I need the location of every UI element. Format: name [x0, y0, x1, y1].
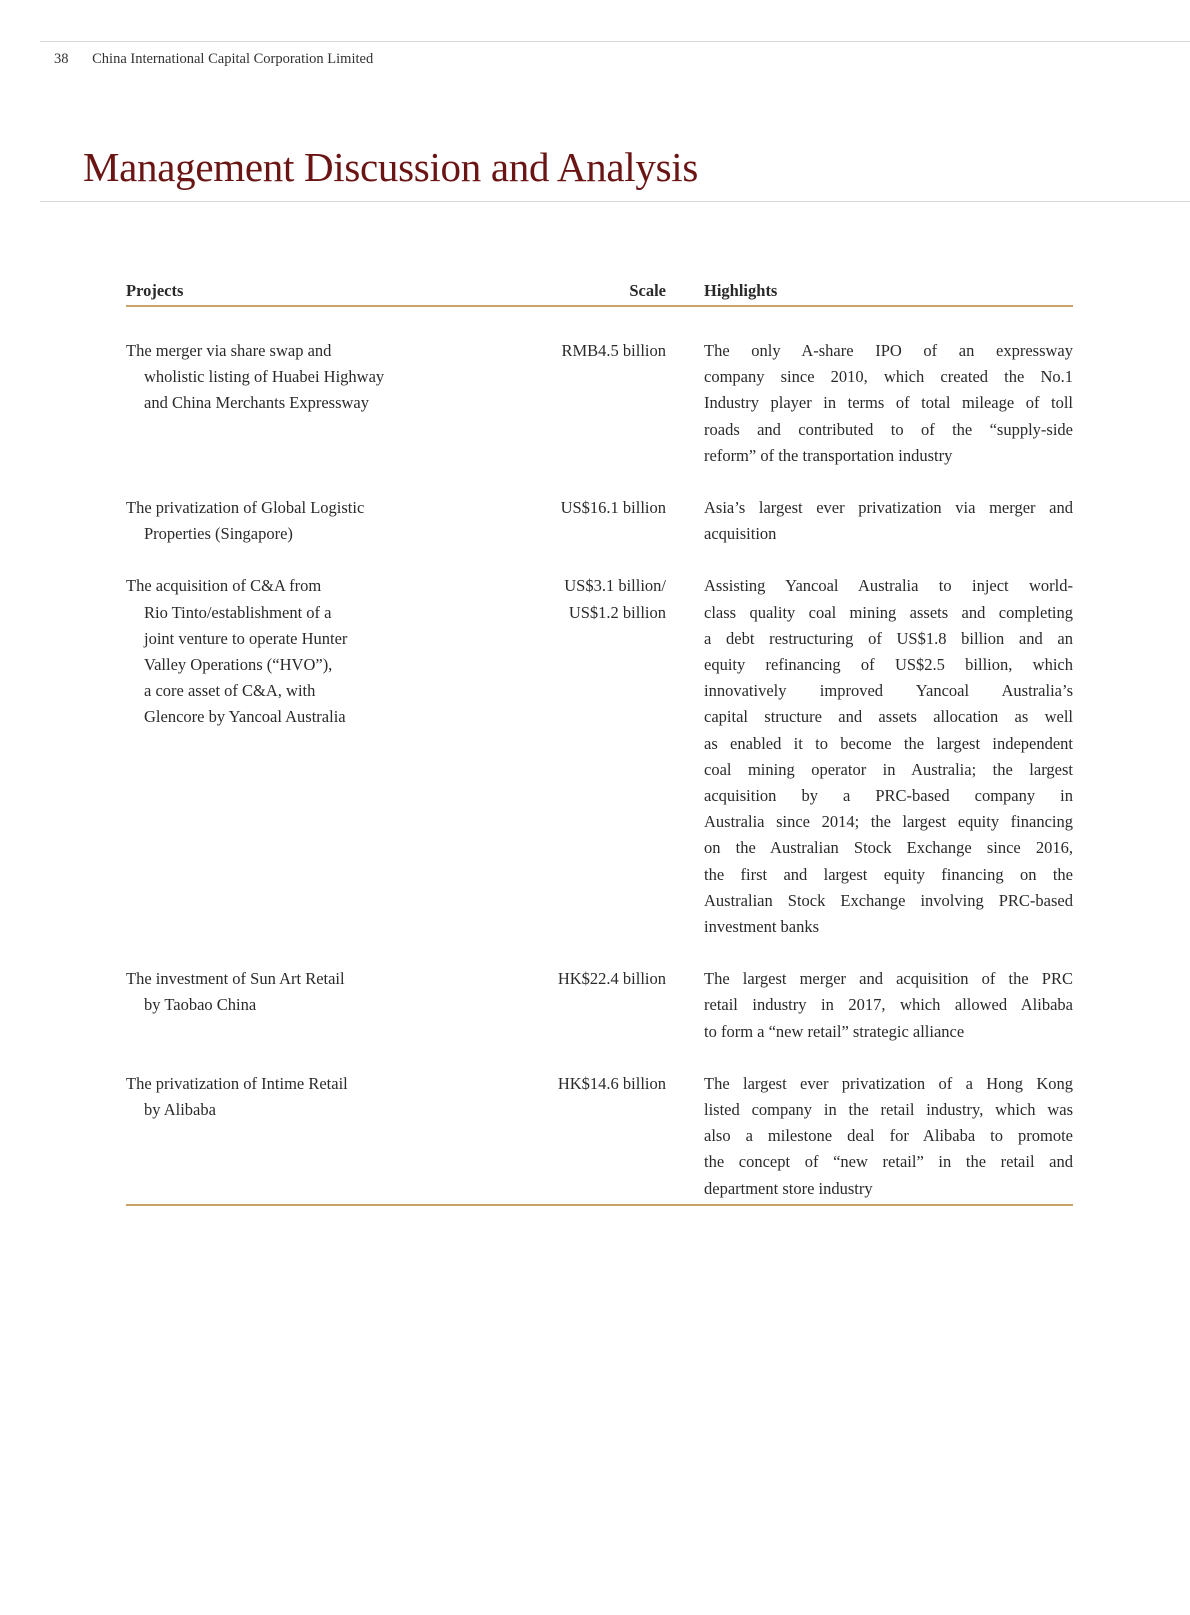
- project-cell-line: by Taobao China: [144, 995, 257, 1015]
- highlights-cell-line: reform” of the transportation industry: [704, 445, 953, 465]
- highlights-cell-line: acquisition by a PRC-based company in: [704, 786, 1073, 806]
- highlights-cell-line: also a milestone deal for Alibaba to promote: [704, 1126, 1073, 1146]
- project-cell-line: a core asset of C&A, with: [144, 681, 316, 701]
- project-cell-line: Properties (Singapore): [144, 524, 293, 544]
- title-rule: [40, 201, 1190, 202]
- highlights-cell-line: acquisition: [704, 524, 777, 544]
- project-cell-line: The privatization of Global Logistic: [126, 498, 365, 518]
- highlights-cell-line: equity refinancing of US$2.5 billion, which: [704, 655, 1073, 675]
- highlights-cell: [704, 1071, 1073, 1202]
- highlights-cell-line: the concept of “new retail” in the retail and: [704, 1152, 1073, 1172]
- running-header: [54, 51, 373, 68]
- column-header-scale: Scale: [629, 281, 666, 300]
- highlights-cell-line: to form a “new retail” strategic alliance: [704, 1021, 965, 1041]
- highlights-cell-line: innovatively improved Yancoal Australia’s: [704, 681, 1073, 701]
- highlights-cell-line: The only A-share IPO of an expressway: [704, 341, 1073, 360]
- project-cell-line: Valley Operations (“HVO”),: [144, 655, 333, 675]
- highlights-cell-line: retail industry in 2017, which allowed Alibaba: [704, 995, 1073, 1015]
- highlights-cell-line: investment banks: [704, 917, 820, 937]
- highlights-cell-line: the first and largest equity financing on the: [704, 864, 1073, 884]
- table-row: [126, 1071, 1073, 1202]
- project-cell: [126, 495, 480, 547]
- project-cell-line: Glencore by Yancoal Australia: [144, 707, 346, 727]
- header-rule: [40, 41, 1190, 42]
- highlights-cell: [704, 573, 1073, 940]
- project-cell-line: Rio Tinto/establishment of a: [144, 602, 332, 622]
- column-header-highlights: Highlights: [704, 281, 778, 300]
- table-body: [126, 338, 1073, 1202]
- page-title: Management Discussion and Analysis: [83, 144, 698, 190]
- project-cell: [126, 1071, 480, 1202]
- scale-cell-line: RMB4.5 billion: [561, 341, 666, 360]
- scale-cell: [480, 1071, 666, 1202]
- highlights-cell: [704, 495, 1073, 547]
- scale-cell: [480, 495, 666, 547]
- highlights-cell-line: The largest merger and acquisition of the PRC: [704, 969, 1073, 989]
- project-cell: [126, 966, 480, 1045]
- company-name: China International Capital Corporation Limited: [92, 51, 374, 67]
- highlights-cell-line: Australian Stock Exchange involving PRC-based: [704, 890, 1073, 910]
- highlights-cell-line: Assisting Yancoal Australia to inject world-: [704, 576, 1073, 596]
- highlights-cell-line: Asia’s largest ever privatization via merger and: [704, 498, 1073, 518]
- project-cell-line: The merger via share swap and: [126, 341, 332, 360]
- project-cell-line: The acquisition of C&A from: [126, 576, 322, 596]
- project-cell-line: by Alibaba: [144, 1100, 216, 1120]
- table-row: [126, 338, 1073, 469]
- table-header: [126, 281, 1073, 307]
- project-cell-line: and China Merchants Expressway: [144, 393, 369, 413]
- column-header-projects: Projects: [126, 281, 184, 300]
- highlights-cell: [704, 338, 1073, 469]
- highlights-cell-line: listed company in the retail industry, which was: [704, 1100, 1073, 1120]
- scale-cell-line: US$3.1 billion/: [564, 576, 666, 596]
- scale-cell-line: US$1.2 billion: [568, 602, 666, 622]
- project-cell-line: The privatization of Intime Retail: [126, 1073, 348, 1093]
- projects-table: [126, 281, 1073, 1206]
- highlights-cell-line: class quality coal mining assets and completing: [704, 602, 1073, 622]
- scale-cell-line: HK$22.4 billion: [557, 969, 666, 989]
- highlights-cell-line: on the Australian Stock Exchange since 2016,: [704, 838, 1073, 858]
- scale-cell-line: HK$14.6 billion: [557, 1073, 666, 1093]
- highlights-cell-line: as enabled it to become the largest independent: [704, 733, 1073, 753]
- highlights-cell-line: The largest ever privatization of a Hong Kong: [704, 1073, 1073, 1093]
- highlights-cell-line: Australia since 2014; the largest equity financing: [704, 812, 1073, 832]
- page-number: 38: [54, 51, 69, 67]
- project-cell-line: wholistic listing of Huabei Highway: [144, 367, 385, 387]
- project-cell-line: The investment of Sun Art Retail: [126, 969, 345, 989]
- table-end-rule: [126, 1204, 1073, 1206]
- scale-cell-line: US$16.1 billion: [560, 498, 666, 518]
- table-row: [126, 495, 1073, 547]
- scale-cell: [480, 966, 666, 1045]
- highlights-cell-line: company since 2010, which created the No.1: [704, 367, 1073, 387]
- table-row: [126, 966, 1073, 1045]
- highlights-cell-line: a debt restructuring of US$1.8 billion and an: [704, 628, 1073, 648]
- scale-cell: [480, 573, 666, 940]
- highlights-cell-line: roads and contributed to of the “supply-side: [704, 419, 1073, 439]
- project-cell: [126, 573, 480, 940]
- highlights-cell: [704, 966, 1073, 1045]
- project-cell: [126, 338, 480, 469]
- highlights-cell-line: coal mining operator in Australia; the largest: [704, 759, 1073, 779]
- scale-cell: [480, 338, 666, 469]
- highlights-cell-line: department store industry: [704, 1178, 873, 1198]
- highlights-cell-line: Industry player in terms of total mileage of toll: [704, 393, 1073, 413]
- table-row: [126, 573, 1073, 940]
- highlights-cell-line: capital structure and assets allocation as well: [704, 707, 1073, 727]
- project-cell-line: joint venture to operate Hunter: [144, 628, 348, 648]
